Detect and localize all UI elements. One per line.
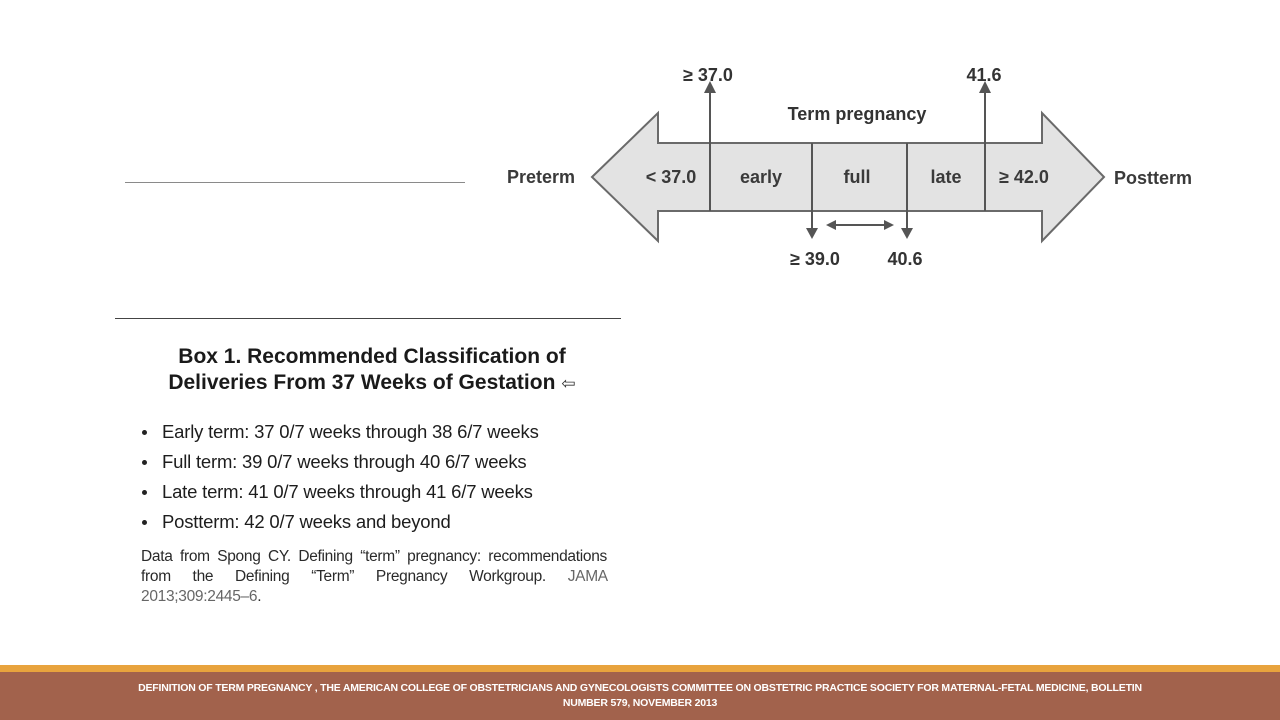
list-item-early-term: Early term: 37 0/7 weeks through 38 6/7 weeks	[140, 417, 612, 447]
segment-preterm: < 37.0	[645, 167, 697, 187]
list-item-postterm: Postterm: 42 0/7 weeks and beyond	[140, 507, 612, 537]
segment-postterm: ≥ 42.0	[999, 167, 1049, 187]
marker-39: ≥ 39.0	[790, 249, 840, 269]
footer-reference-text: DEFINITION OF TERM PREGNANCY , THE AMERICAN COLLEGE OF OBSTETRICIANS AND GYNECOLOGISTS COMMITTEE ON OBSTETRIC PRACTICE SOCIETY FOR MATERNAL-FETAL MEDICINE, BOLLETIN NUMBER 579, NOVEMBER 2013	[138, 682, 1142, 709]
down-arrow-39-head	[806, 228, 818, 239]
journal-citation: 2013;309:2445–6	[141, 588, 258, 605]
footer-bar	[0, 672, 1280, 720]
diagram-title: Term pregnancy	[787, 104, 927, 124]
source-text: Data from Spong CY. Defining “term” pregnancy: recommendations from the Defining “Term” Pregnancy Workgroup.	[141, 548, 607, 585]
preterm-label: Preterm	[507, 167, 576, 187]
divider-line-mid	[115, 318, 621, 319]
box-title-line1: Box 1. Recommended Classification of	[178, 345, 566, 368]
marker-41-6: 41.6	[966, 65, 1002, 85]
box-title-line2: Deliveries From 37 Weeks of Gestation	[168, 371, 556, 394]
journal-name: JAMA	[567, 568, 607, 585]
classification-box	[132, 344, 612, 607]
return-arrow-icon: ⇦	[561, 374, 576, 393]
full-term-span-arrow-left-head	[826, 220, 836, 230]
list-item-full-term: Full term: 39 0/7 weeks through 40 6/7 weeks	[140, 447, 612, 477]
term-pregnancy-diagram	[500, 55, 1200, 270]
marker-40-6: 40.6	[887, 249, 923, 269]
list-item-late-term: Late term: 41 0/7 weeks through 41 6/7 weeks	[140, 477, 612, 507]
segment-late: late	[930, 167, 962, 187]
segment-full: full	[843, 167, 871, 187]
postterm-label: Postterm	[1114, 168, 1193, 188]
source-citation	[141, 547, 607, 607]
source-end: .	[257, 588, 262, 605]
footer-accent-stripe	[0, 665, 1280, 672]
down-arrow-40-6-head	[901, 228, 913, 239]
full-term-span-arrow-right-head	[884, 220, 894, 230]
divider-line-top	[125, 182, 465, 183]
marker-37: ≥ 37.0	[683, 65, 733, 85]
box-title	[132, 344, 612, 397]
segment-early: early	[739, 167, 783, 187]
classification-list	[140, 417, 612, 537]
